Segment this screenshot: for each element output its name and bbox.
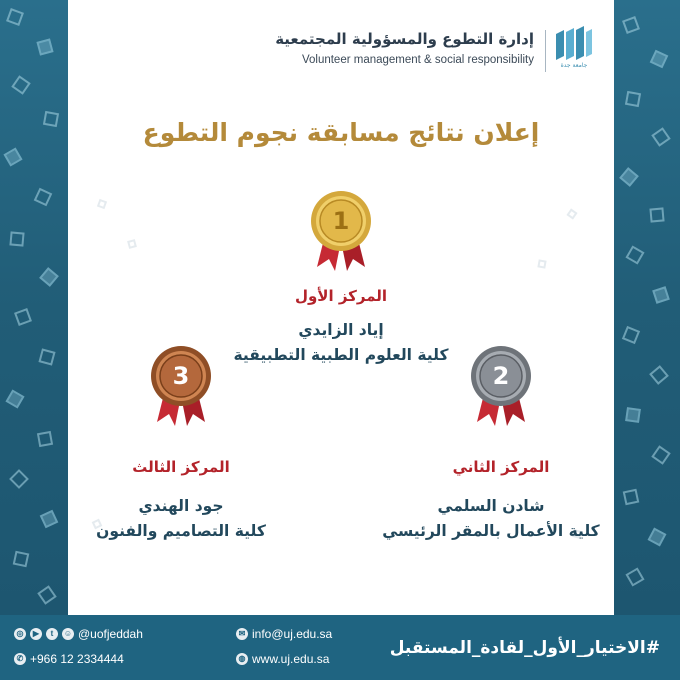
pattern-square [651, 127, 670, 146]
winner-first-name: إياد الزايدي [298, 321, 384, 339]
social-handle-text: @uofjeddah [78, 627, 143, 641]
pattern-square [622, 326, 640, 344]
website-text: www.uj.edu.sa [252, 652, 330, 666]
pattern-square [36, 38, 53, 55]
pattern-square [625, 567, 644, 586]
decor-square [97, 199, 107, 209]
pattern-square [651, 445, 670, 464]
pattern-square [622, 16, 640, 34]
pattern-square [6, 8, 24, 26]
pattern-square [623, 489, 640, 506]
winner-second-college: كلية الأعمال بالمقر الرئيسي [382, 522, 600, 540]
pattern-square [9, 469, 29, 489]
youtube-icon: ▶ [30, 628, 42, 640]
email-icon: ✉ [236, 628, 248, 640]
pattern-square [625, 91, 641, 107]
pattern-square [649, 207, 664, 222]
page-title: إعلان نتائج مسابقة نجوم التطوع [142, 118, 540, 147]
decor-square [537, 259, 546, 268]
medal-number-2: 2 [492, 362, 510, 390]
winner-third [81, 494, 281, 544]
winner-third-college: كلية التصاميم والفنون [96, 522, 266, 540]
bronze-medal-icon [141, 340, 221, 430]
instagram-icon: ◎ [14, 628, 26, 640]
pattern-square [625, 245, 644, 264]
pattern-square [38, 348, 55, 365]
pattern-square [40, 510, 59, 529]
gold-medal-icon [301, 185, 381, 275]
pattern-square [9, 231, 24, 246]
header-divider [545, 30, 546, 72]
phone-icon: ✆ [14, 653, 26, 665]
pattern-square [619, 167, 639, 187]
pattern-square [13, 551, 30, 568]
social-handle[interactable] [14, 627, 143, 641]
medal-number-3: 3 [172, 362, 190, 390]
winner-second [381, 494, 601, 544]
silver-medal-icon [461, 340, 541, 430]
pattern-square [3, 147, 22, 166]
pattern-square [625, 407, 641, 423]
website-link[interactable] [236, 652, 329, 666]
pattern-square [39, 267, 59, 287]
decor-square [127, 239, 137, 249]
header [68, 26, 614, 76]
footer [0, 615, 680, 680]
department-title-ar: إدارة التطوع والمسؤولية المجتمعية [275, 30, 534, 48]
globe-icon: ◍ [236, 653, 248, 665]
email-link[interactable] [236, 627, 332, 641]
phone-number[interactable] [14, 652, 124, 666]
pattern-square [37, 585, 56, 604]
left-pattern-panel [0, 0, 68, 615]
campaign-hashtag[interactable]: #الاختيار_الأول_لقادة_المستقبل [389, 638, 660, 658]
rank-third: المركز الثالث [132, 458, 230, 476]
rank-first: المركز الأول [294, 287, 388, 305]
pattern-square [650, 50, 669, 69]
pattern-square [649, 365, 669, 385]
right-pattern-panel [614, 0, 680, 615]
pattern-square [34, 188, 53, 207]
pattern-square [37, 431, 53, 447]
logo-caption: جامعة جدة [560, 62, 588, 69]
pattern-square [14, 308, 32, 326]
pattern-square [43, 111, 59, 127]
snapchat-icon: ☺ [63, 629, 73, 638]
email-text: info@uj.edu.sa [252, 627, 333, 641]
department-title-en: Volunteer management & social responsibility [301, 54, 534, 66]
pattern-square [648, 528, 667, 547]
announcement-card [68, 0, 614, 615]
winner-first-college: كلية العلوم الطبية التطبيقية [233, 346, 449, 364]
winner-third-name: جود الهندي [138, 497, 224, 515]
pattern-square [11, 75, 30, 94]
pattern-square [652, 286, 670, 304]
winner-second-name: شادن السلمي [437, 497, 545, 515]
rank-second: المركز الثاني [452, 458, 550, 476]
decor-square [566, 208, 577, 219]
phone-text: +966 12 2334444 [30, 652, 124, 666]
winner-first [191, 318, 491, 368]
pattern-square [5, 389, 24, 408]
medal-number-1: 1 [332, 207, 350, 235]
twitter-icon: t [46, 628, 58, 640]
